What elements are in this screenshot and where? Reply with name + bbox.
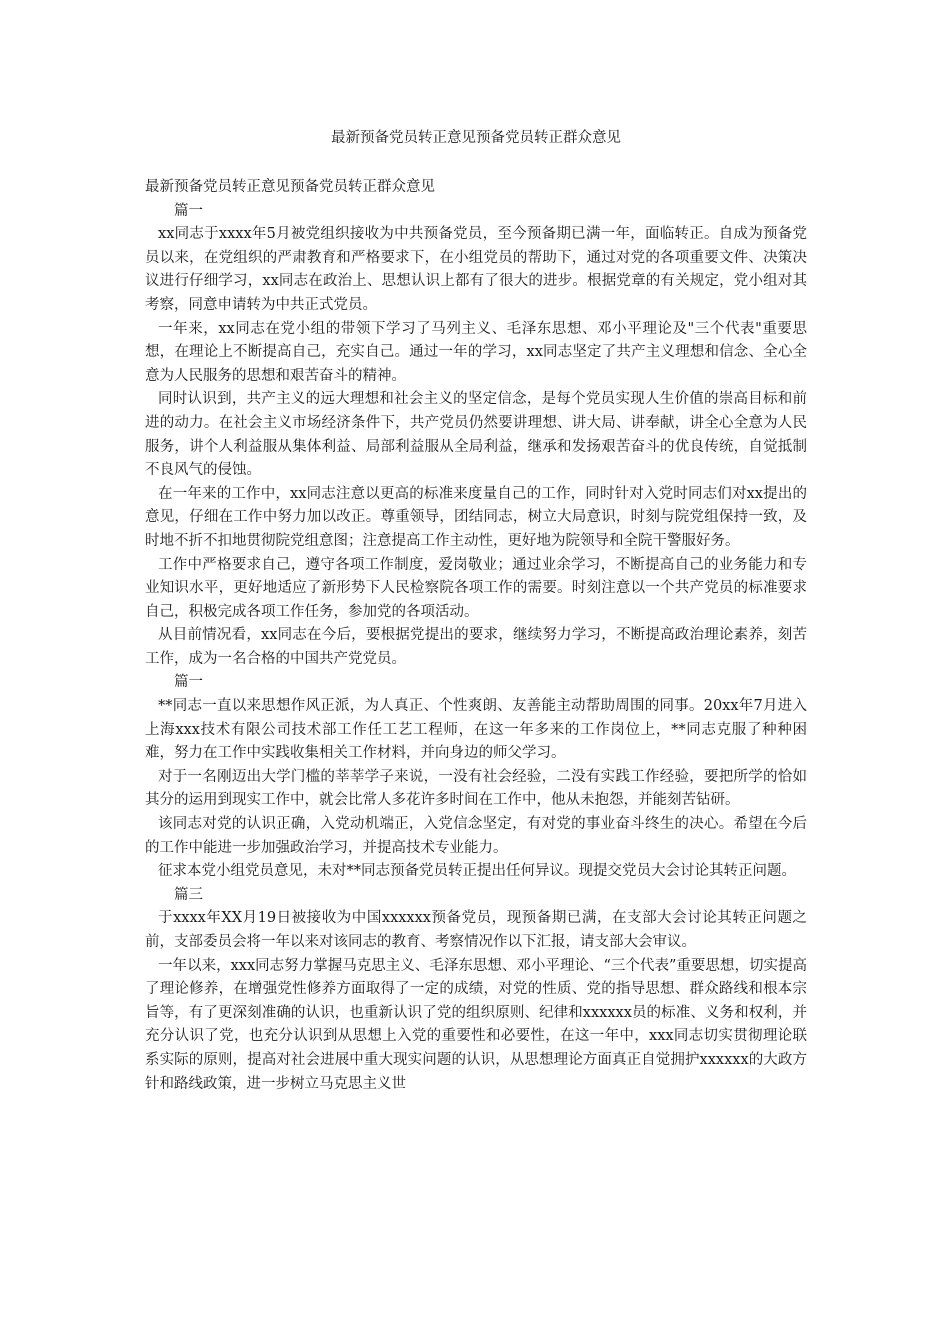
paragraph: 对于一名刚迈出大学门槛的莘莘学子来说，一没有社会经验，二没有实践工作经验，要把所学的恰如其分的运用到现实工作中，就会比常人多花许多时间在工作中，他从未抱怨，并能刻苦钻研。 (145, 768, 807, 809)
paragraph: 在一年来的工作中，xx同志注意以更高的标准来度量自己的工作，同时针对入党时同志们对xx提出的意见，仔细在工作中努力加以改正。尊重领导，团结同志，树立大局意识，时刻与院党组保持一致，及时地不折不扣地贯彻院党组意图；注意提高工作主动性，更好地为院领导和全院干警服好务。 (145, 485, 807, 549)
paragraph: xx同志于xxxx年5月被党组织接收为中共预备党员，至今预备期已满一年，面临转正。自成为预备党员以来，在党组织的严肃教育和严格要求下，在小组党员的帮助下，通过对党的各项重要文件、决策决议进行仔细学习，xx同志在政治上、思想认识上都有了很大的进步。根据党章的有关规定，党小组对其考察，同意申请转为中共正式党员。 (145, 226, 807, 313)
section-label: 篇一 (174, 202, 203, 219)
paragraph: 于xxxx年XX月19日被接收为中国xxxxxx预备党员，现预备期已满，在支部大会讨论其转正问题之前，支部委员会将一年以来对该同志的教育、考察情况作以下汇报，请支部大会审议。 (145, 910, 807, 950)
paragraph: 同时认识到，共产主义的远大理想和社会主义的坚定信念，是每个党员实现人生价值的崇高目标和前进的动力。在社会主义市场经济条件下，共产党员仍然要讲理想、讲大局、讲奉献，讲全心全意为人民服务，讲个人利益服从集体利益、局部利益服从全局利益，继承和发扬艰苦奋斗的优良传统，自觉抵制不良风气的侵蚀。 (145, 391, 807, 479)
paragraph: 从目前情况看，xx同志在今后，要根据党提出的要求，继续努力学习，不断提高政治理论素养，刻苦工作，成为一名合格的中国共产党党员。 (145, 627, 807, 667)
paragraph: 该同志对党的认识正确，入党动机端正，入党信念坚定，有对党的事业奋斗终生的决心。希望在今后的工作中能进一步加强政治学习，并提高技术专业能力。 (145, 816, 807, 856)
paragraph: 一年以来，xxx同志努力掌握马克思主义、毛泽东思想、邓小平理论、“三个代表”重要思想，切实提高了理论修养，在增强党性修养方面取得了一定的成绩，对党的性质、党的指导思想、群众路线和根本宗旨等，有了更深刻准确的认识，也重新认识了党的组织原则、纪律和xxxxxx员的标准、义务和权利，并充分认识了党，也充分认识到从思想上入党的重要性和必要性，在这一年中，xxx同志切实贯彻理论联系实际的原则，提高对社会进展中重大现实问题的认识，从思想理论方面真正自觉拥护xxxxxx的大政方针和路线政策，进一步树立马克思主义世 (145, 957, 807, 1092)
document-body (145, 176, 807, 1096)
paragraph: 工作中严格要求自己，遵守各项工作制度，爱岗敬业；通过业余学习，不断提高自己的业务能力和专业知识水平，更好地适应了新形势下人民检察院各项工作的需要。时刻注意以一个共产党员的标准要求自己，积极完成各项工作任务，参加党的各项活动。 (145, 556, 807, 620)
paragraph: 征求本党小组党员意见，未对**同志预备党员转正提出任何异议。现提交党员大会讨论其转正问题。 (158, 863, 797, 880)
paragraph: 一年来，xx同志在党小组的带领下学习了马列主义、毛泽东思想、邓小平理论及"三个代表"重要思想，在理论上不断提高自己，充实自己。通过一年的学习，xx同志坚定了共产主义理想和信念、全心全意为人民服务的思想和艰苦奋斗的精神。 (145, 320, 807, 384)
section-label: 篇三 (174, 886, 203, 903)
document-heading: 最新预备党员转正意见预备党员转正群众意见 (145, 179, 435, 195)
paragraph: **同志一直以来思想作风正派，为人真正、个性爽朗、友善能主动帮助周围的同事。20xx年7月进入上海xxx技术有限公司技术部工作任工艺工程师，在这一年多来的工作岗位上，**同志克服了种种困难，努力在工作中实践收集相关工作材料，并向身边的师父学习。 (145, 698, 807, 762)
document-title: 最新预备党员转正意见预备党员转正群众意见 (331, 130, 621, 146)
section-label: 篇一 (174, 674, 203, 691)
